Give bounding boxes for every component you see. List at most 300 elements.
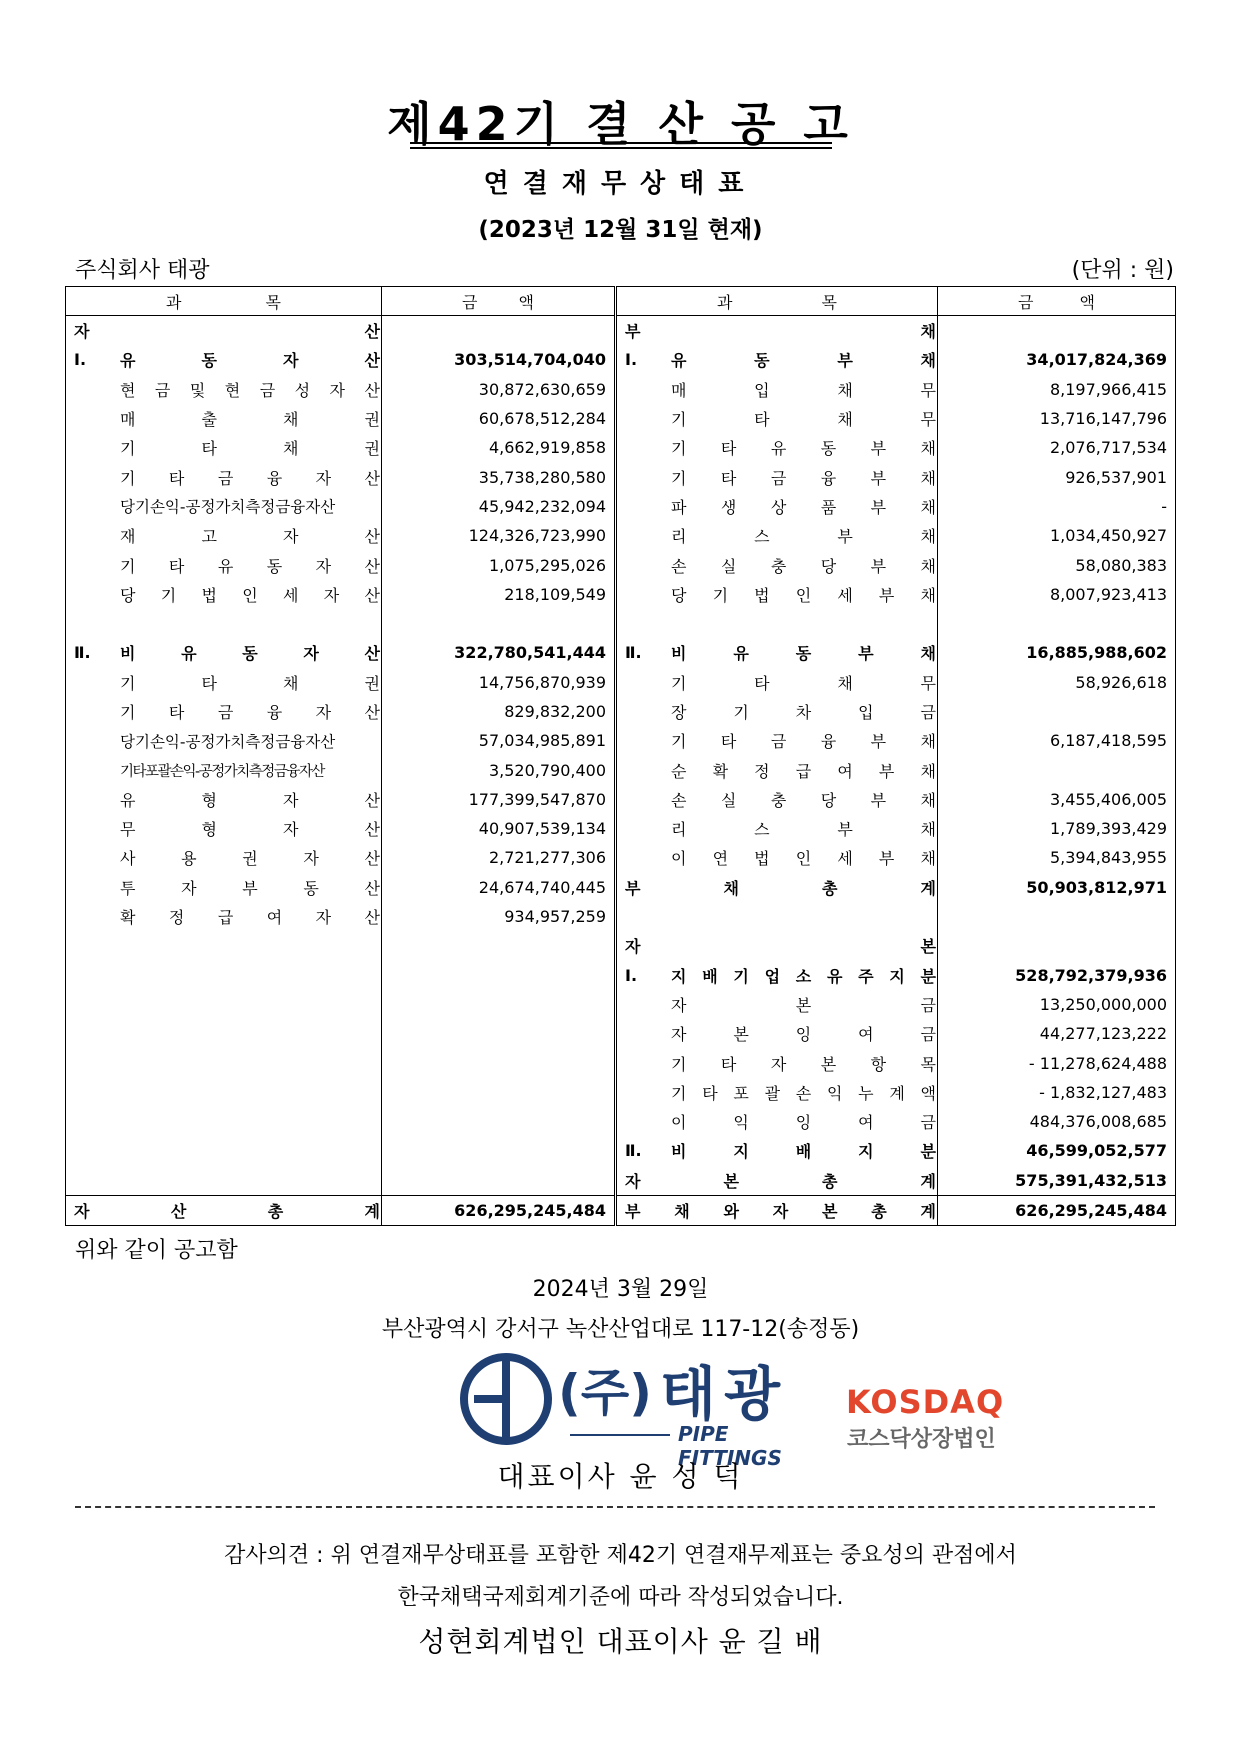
asset-amount-cell: [382, 609, 616, 638]
label-part: 산: [170, 1202, 187, 1222]
label-part: 자: [283, 527, 299, 547]
label-part: 채: [920, 732, 936, 752]
label-part: 목: [265, 292, 281, 312]
liability-account-cell: [616, 638, 938, 667]
liability-amount-cell: 16,885,988,602: [938, 638, 1176, 667]
label-part: 잉: [795, 1025, 812, 1045]
label-part: 총: [267, 1202, 284, 1222]
liability-amount-cell: 1,789,393,429: [938, 814, 1176, 843]
label-part: 타: [201, 439, 217, 459]
liability-amount-cell: [938, 316, 1176, 346]
total-assets-label-text: [74, 1199, 381, 1222]
label-part: 익: [826, 1083, 843, 1103]
label-part: 부: [242, 878, 258, 898]
label-part: 채: [920, 527, 936, 547]
asset-account-cell: [66, 638, 382, 667]
liability-account-cell: [616, 1048, 938, 1077]
label-part: 지: [858, 1142, 874, 1162]
label-part: 채: [920, 790, 936, 810]
label-part: 금: [770, 732, 787, 752]
label-part: 산: [364, 468, 380, 488]
liability-label: [671, 524, 937, 547]
liability-account-cell: [616, 931, 938, 960]
label-part: 기: [120, 673, 136, 693]
liability-amount-cell: [938, 902, 1176, 931]
asset-amount-cell: [382, 1107, 616, 1136]
table-body: [66, 316, 1176, 1196]
balance-sheet-table: [65, 286, 1176, 1226]
asset-line: [74, 817, 381, 840]
liability-line: [625, 554, 937, 577]
label-part: 동: [795, 644, 812, 664]
liability-label: [625, 319, 937, 342]
liability-line: [625, 759, 937, 782]
label-part: 현: [224, 380, 241, 400]
liability-line: [625, 1081, 937, 1104]
liability-amount-cell: [938, 755, 1176, 784]
label-part: 채: [674, 1202, 690, 1222]
table-row: [66, 1019, 1176, 1048]
liability-account-cell: [616, 375, 938, 404]
label-part: 권: [364, 439, 380, 459]
header-amount-left-text: [382, 290, 614, 313]
label-part: 금: [920, 1113, 936, 1133]
asset-label: [74, 319, 381, 342]
table-row: [66, 1136, 1176, 1165]
unit-label: (단위 : 원): [1071, 258, 1174, 283]
label-part: 부: [870, 790, 887, 810]
asset-account-cell: [66, 961, 382, 990]
liability-amount-cell: - 11,278,624,488: [938, 1048, 1176, 1077]
liability-account-cell: [616, 433, 938, 462]
asset-line: [74, 788, 381, 811]
label-part: 자: [315, 468, 332, 488]
label-part: 총: [822, 1171, 838, 1191]
label-part: 입: [754, 380, 770, 400]
label-part: 기: [671, 1083, 687, 1103]
label-part: 소: [795, 966, 812, 986]
label-part: 타: [720, 1054, 737, 1074]
label-part: 유: [181, 644, 197, 664]
asset-label: [120, 348, 381, 371]
asset-amount-cell: 57,034,985,891: [382, 726, 616, 755]
liability-line: [625, 1052, 937, 1075]
asset-label: [120, 436, 381, 459]
label-part: 배: [702, 966, 718, 986]
label-part: 총: [822, 878, 838, 898]
asset-account-cell: [66, 492, 382, 521]
label-part: 본: [822, 1202, 838, 1222]
label-part: 융: [820, 732, 837, 752]
asset-line: [74, 466, 381, 489]
audit-opinion-line1: 감사의견 : 위 연결재무상태표를 포함한 제42기 연결재무제표는 중요성의 관점에서: [224, 1543, 1017, 1568]
asset-amount-cell: [382, 1078, 616, 1107]
asset-line: [74, 730, 381, 752]
label-part: 주: [858, 966, 874, 986]
label-part: 금: [462, 292, 478, 312]
liability-line: [625, 934, 937, 957]
label-part: 기: [733, 966, 749, 986]
asset-account-cell: [66, 1107, 382, 1136]
liability-line: [625, 1022, 937, 1045]
label-part: 채: [283, 410, 299, 430]
label-part: 유: [217, 556, 234, 576]
label-part: 동: [201, 351, 217, 371]
table-row: [66, 726, 1176, 755]
label-part: 매: [120, 410, 136, 430]
label-part: 채: [837, 410, 853, 430]
label-part: 자: [315, 556, 332, 576]
label-part: 부: [625, 878, 641, 898]
liability-label: [671, 846, 937, 869]
asset-account-cell: [66, 521, 382, 550]
liability-account-cell: [616, 668, 938, 697]
label-part: 권: [364, 410, 380, 430]
table-row: [66, 462, 1176, 491]
label-part: 본: [795, 995, 812, 1015]
liability-account-cell: [616, 785, 938, 814]
label-part: 본: [733, 1025, 749, 1045]
title-underline: [410, 142, 832, 144]
asset-amount-cell: 60,678,512,284: [382, 404, 616, 433]
label-part: 채: [723, 878, 739, 898]
label-part: 융: [266, 468, 283, 488]
label-part: 자: [283, 790, 299, 810]
asset-account-cell: [66, 843, 382, 872]
label-part: 재: [120, 527, 136, 547]
asset-account-cell: [66, 1019, 382, 1048]
label-part: 당: [120, 585, 136, 605]
liability-line: [625, 817, 937, 840]
liability-line: [625, 788, 937, 811]
asset-label: 당기손익-공정가치측정금융자산: [120, 498, 336, 517]
kosdaq-listed-label: 코스닥상장법인: [847, 1427, 996, 1452]
liability-line: [625, 1139, 937, 1162]
table-row: [66, 990, 1176, 1019]
liability-label: [671, 407, 937, 430]
label-part: 채: [920, 644, 936, 664]
liability-line: [625, 876, 937, 899]
label-part: 매: [671, 380, 687, 400]
liability-amount-cell: [938, 609, 1176, 638]
table-row: [66, 1078, 1176, 1107]
label-part: 액: [518, 292, 534, 312]
label-part: 부: [870, 732, 887, 752]
label-part: 과: [717, 292, 733, 312]
liability-line: [625, 495, 937, 518]
liability-account-cell: [616, 990, 938, 1019]
asset-account-cell: [66, 462, 382, 491]
asset-label: 당기손익-공정가치측정금융자산: [120, 732, 336, 751]
label-part: 부: [837, 527, 853, 547]
liability-label: [671, 1052, 937, 1075]
liability-line: [625, 407, 937, 430]
table-row: [66, 345, 1176, 374]
label-part: 권: [242, 849, 258, 869]
label-part: 금: [1018, 292, 1034, 312]
label-part: 부: [878, 761, 895, 781]
label-part: 채: [920, 585, 936, 605]
label-part: 법: [754, 585, 770, 605]
liability-line: [625, 700, 937, 723]
label-part: 기: [160, 585, 177, 605]
asset-line: [74, 671, 381, 694]
asset-line: [74, 407, 381, 430]
asset-label: [120, 671, 381, 694]
label-part: 유: [671, 351, 687, 371]
label-part: 손: [795, 1083, 812, 1103]
asset-line: [74, 905, 381, 928]
label-part: 금: [259, 380, 276, 400]
liability-account-cell: [616, 726, 938, 755]
label-part: 채: [283, 673, 299, 693]
asset-amount-cell: [382, 961, 616, 990]
table-row: [66, 1048, 1176, 1077]
liability-label: [625, 876, 937, 899]
label-part: 법: [754, 849, 770, 869]
label-part: 과: [166, 292, 182, 312]
label-part: 기: [733, 703, 749, 722]
label-part: 기: [120, 703, 136, 722]
asset-amount-cell: 829,832,200: [382, 697, 616, 726]
label-part: 목: [920, 1054, 936, 1074]
liability-amount-cell: [938, 697, 1176, 726]
label-part: 자: [770, 1054, 787, 1074]
liability-label: [671, 378, 937, 401]
label-part: 금: [920, 1025, 936, 1045]
asset-roman-numeral: Ⅰ.: [74, 350, 87, 370]
table-row: [66, 609, 1176, 638]
asset-line: [74, 348, 381, 371]
liability-account-cell: [616, 961, 938, 990]
label-part: 장: [671, 703, 687, 722]
label-part: 자: [329, 380, 345, 400]
label-part: 산: [364, 908, 380, 928]
asset-label: [120, 407, 381, 430]
liability-amount-cell: 44,277,123,222: [938, 1019, 1176, 1048]
label-part: 기: [712, 585, 729, 605]
liability-label: [671, 1110, 937, 1133]
label-part: 유: [826, 966, 843, 986]
table-row: [66, 873, 1176, 902]
liability-line: [625, 319, 937, 342]
label-part: 현: [120, 380, 136, 400]
asset-amount-cell: [382, 990, 616, 1019]
liability-line: [625, 1169, 937, 1192]
label-part: 당: [820, 790, 837, 810]
label-part: 기: [671, 673, 687, 693]
asset-account-cell: [66, 931, 382, 960]
asset-amount-cell: 303,514,704,040: [382, 345, 616, 374]
label-part: 여: [858, 1025, 874, 1045]
liability-line: [625, 671, 937, 694]
table-row: [66, 521, 1176, 550]
asset-label: [120, 641, 381, 664]
liability-label: [625, 1169, 937, 1192]
label-part: 금: [770, 468, 787, 488]
table-header-row: [66, 287, 1176, 316]
asset-amount-cell: 124,326,723,990: [382, 521, 616, 550]
asset-amount-cell: 30,872,630,659: [382, 375, 616, 404]
liability-account-cell: [616, 1136, 938, 1165]
asset-account-cell: [66, 550, 382, 579]
label-part: 부: [625, 1202, 641, 1222]
label-part: 부: [625, 322, 641, 342]
label-part: 인: [242, 585, 258, 605]
table-row: [66, 755, 1176, 784]
asset-amount-cell: 14,756,870,939: [382, 668, 616, 697]
label-part: 융: [266, 703, 283, 722]
asset-amount-cell: [382, 1048, 616, 1077]
label-part: 타: [720, 468, 737, 488]
asset-label: [120, 583, 381, 606]
label-part: 산: [364, 644, 380, 664]
label-part: 산: [364, 790, 380, 810]
label-part: 잉: [795, 1113, 812, 1133]
label-part: 자: [283, 820, 299, 840]
label-part: 기: [671, 1054, 687, 1074]
liability-account-cell: [616, 1107, 938, 1136]
publication-date: 2024년 3월 29일: [532, 1277, 709, 1302]
label-part: 기: [120, 468, 136, 488]
label-part: 손: [671, 556, 687, 576]
label-part: 품: [820, 497, 837, 517]
label-part: 액: [920, 1083, 936, 1103]
header-amount-right: [938, 287, 1176, 316]
label-part: 성: [294, 380, 311, 400]
label-part: 채: [920, 556, 936, 576]
label-part: 자: [671, 995, 687, 1015]
liability-amount-cell: -: [938, 492, 1176, 521]
label-part: 급: [217, 908, 234, 928]
label-part: 채: [920, 351, 936, 371]
label-part: 당: [820, 556, 837, 576]
notice-title: 제42기 결 산 공 고: [387, 97, 854, 151]
liability-account-cell: [616, 521, 938, 550]
label-part: 채: [920, 322, 936, 342]
liability-label: [671, 964, 937, 987]
label-part: 채: [920, 820, 936, 840]
label-part: 채: [283, 439, 299, 459]
label-part: 세: [837, 585, 853, 605]
label-part: 동: [266, 556, 283, 576]
label-part: 부: [870, 468, 887, 488]
label-part: 산: [364, 878, 380, 898]
label-part: 법: [201, 585, 217, 605]
asset-account-cell: [66, 433, 382, 462]
label-part: 자: [772, 1202, 789, 1222]
asset-amount-cell: 40,907,539,134: [382, 814, 616, 843]
label-part: 부: [870, 439, 887, 459]
asset-label: [120, 700, 381, 723]
label-part: 기: [671, 410, 687, 430]
asset-label: [120, 466, 381, 489]
liability-line: [625, 348, 937, 371]
asset-label: [120, 846, 381, 869]
company-logo: [460, 1345, 800, 1470]
label-part: 채: [920, 497, 936, 517]
asset-amount-cell: 4,662,919,858: [382, 433, 616, 462]
asset-amount-cell: 934,957,259: [382, 902, 616, 931]
label-part: 급: [795, 761, 812, 781]
table-row: [66, 902, 1176, 931]
liability-line: [625, 964, 937, 987]
label-part: 타: [168, 468, 185, 488]
table-row: [66, 961, 1176, 990]
label-part: 계: [920, 878, 936, 898]
liability-line: [625, 1110, 937, 1133]
table-row: [66, 375, 1176, 404]
label-part: 동: [820, 439, 837, 459]
asset-account-cell: [66, 1136, 382, 1165]
header-account-right: [616, 287, 938, 316]
logo-subtitle: PIPE FITTINGS: [678, 1422, 782, 1470]
asset-roman-numeral: Ⅱ.: [74, 643, 91, 663]
liability-roman-numeral: Ⅱ.: [625, 643, 642, 663]
table-row: [66, 1107, 1176, 1136]
liability-label: [625, 934, 937, 957]
label-part: 자: [283, 351, 299, 371]
label-part: 산: [364, 380, 380, 400]
label-part: 본: [820, 1054, 837, 1074]
table-row: [66, 697, 1176, 726]
liability-amount-cell: 5,394,843,955: [938, 843, 1176, 872]
label-part: 금: [920, 703, 936, 722]
company-name: 주식회사 태광: [75, 258, 210, 283]
label-part: 연: [712, 849, 729, 869]
liability-label: [671, 993, 937, 1016]
label-part: 타: [168, 703, 185, 722]
liability-account-cell: [616, 755, 938, 784]
label-part: 유: [120, 790, 136, 810]
label-part: 타: [720, 439, 737, 459]
asset-amount-cell: 2,721,277,306: [382, 843, 616, 872]
total-liabilities-equity-label-text: [625, 1199, 937, 1222]
label-part: 세: [837, 849, 853, 869]
label-part: 금: [217, 468, 234, 488]
table-row: [66, 931, 1176, 960]
label-part: 충: [770, 556, 787, 576]
label-part: 비: [120, 644, 136, 664]
label-part: 익: [733, 1113, 749, 1133]
asset-line: [74, 495, 381, 517]
asset-line: [74, 760, 381, 781]
label-part: 자: [74, 322, 90, 342]
asset-account-cell: [66, 609, 382, 638]
label-part: 채: [837, 380, 853, 400]
liability-amount-cell: - 1,832,127,483: [938, 1078, 1176, 1107]
header-account-right-text: [617, 290, 937, 313]
label-part: 비: [671, 1142, 687, 1162]
label-part: 지: [889, 966, 905, 986]
label-part: 순: [671, 761, 687, 781]
table-row: [66, 492, 1176, 521]
liability-amount-cell: 8,197,966,415: [938, 375, 1176, 404]
liability-amount-cell: 3,455,406,005: [938, 785, 1176, 814]
label-part: 스: [754, 820, 770, 840]
label-part: 동: [303, 878, 319, 898]
label-part: 형: [201, 820, 217, 840]
label-part: 와: [723, 1202, 739, 1222]
liability-account-cell: [616, 462, 938, 491]
label-part: 타: [702, 1083, 718, 1103]
liability-label: [671, 1081, 937, 1104]
liability-label: [671, 1022, 937, 1045]
liability-label: [671, 700, 937, 723]
label-part: 상: [770, 497, 787, 517]
label-part: 부: [878, 849, 895, 869]
header-account-left: [66, 287, 382, 316]
